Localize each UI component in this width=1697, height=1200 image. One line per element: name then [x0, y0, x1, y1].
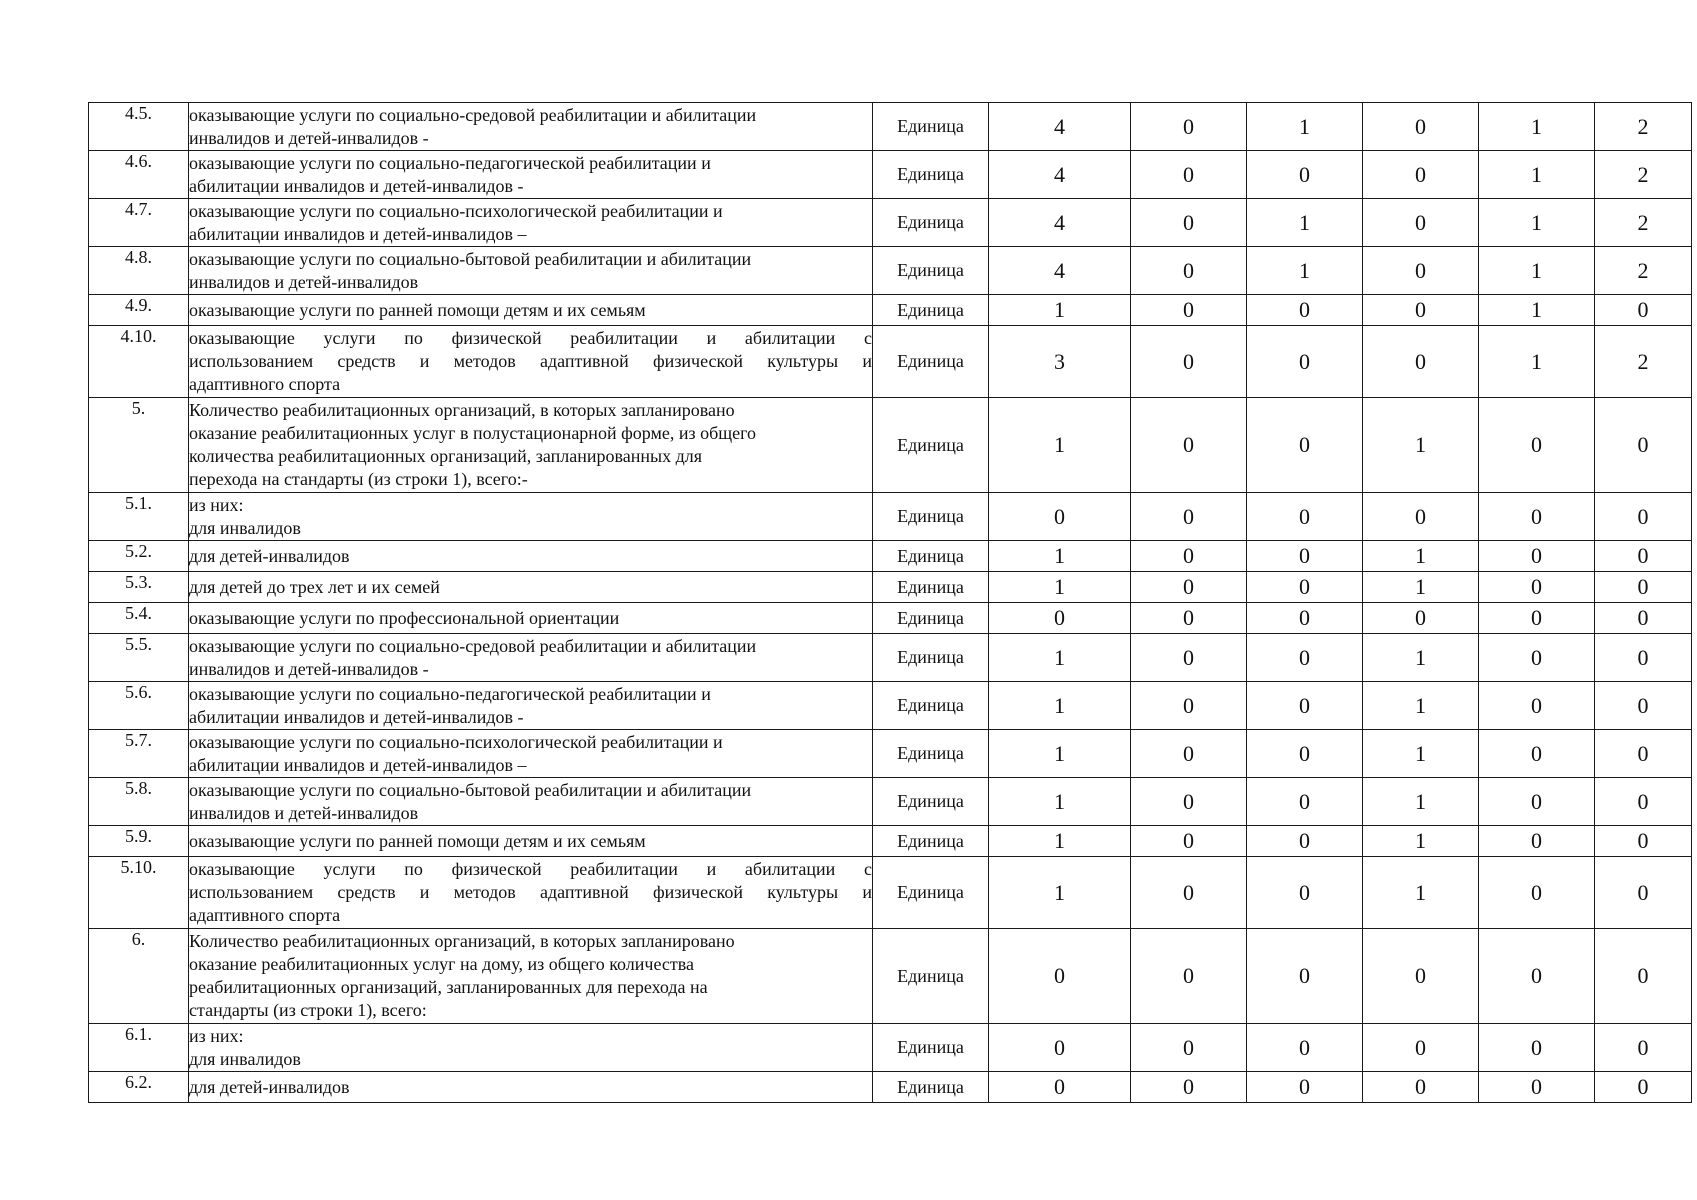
- table-row: [89, 857, 1692, 929]
- description-line: оказывающие услуги по социально-психологической реабилитации и: [189, 200, 723, 221]
- row-description: [189, 1024, 873, 1072]
- value-cell: 2: [1595, 326, 1692, 398]
- unit-cell: Единица: [873, 541, 989, 572]
- row-description: [189, 929, 873, 1024]
- value-cell: 0: [1363, 103, 1479, 151]
- value-cell: 0: [1131, 1024, 1247, 1072]
- row-number: 5.2.: [89, 541, 189, 572]
- description-line: для инвалидов: [189, 517, 301, 538]
- row-description: [189, 199, 873, 247]
- value-cell: 1: [989, 826, 1131, 857]
- value-cell: 0: [989, 603, 1131, 634]
- unit-cell: Единица: [873, 857, 989, 929]
- row-description: [189, 572, 873, 603]
- value-cell: 0: [1247, 730, 1363, 778]
- description-line: абилитации инвалидов и детей-инвалидов -: [189, 706, 524, 727]
- unit-cell: Единица: [873, 199, 989, 247]
- value-cell: 0: [1247, 398, 1363, 493]
- value-cell: 0: [1595, 634, 1692, 682]
- value-cell: 1: [1363, 541, 1479, 572]
- value-cell: 0: [1595, 778, 1692, 826]
- table-row: [89, 247, 1692, 295]
- value-cell: 0: [1131, 295, 1247, 326]
- value-cell: 2: [1595, 151, 1692, 199]
- value-cell: 0: [1595, 1072, 1692, 1103]
- description-line: перехода на стандарты (из строки 1), всего:-: [189, 469, 528, 489]
- value-cell: 1: [1363, 857, 1479, 929]
- value-cell: 1: [989, 778, 1131, 826]
- value-cell: 0: [1595, 295, 1692, 326]
- description-line: Количество реабилитационных организаций, в которых запланировано: [189, 931, 735, 951]
- value-cell: 0: [1247, 682, 1363, 730]
- unit-cell: Единица: [873, 295, 989, 326]
- value-cell: 0: [1247, 1024, 1363, 1072]
- row-number: 5.: [89, 398, 189, 493]
- description-line: оказывающие услуги по социально-средовой реабилитации и абилитации: [189, 635, 757, 656]
- value-cell: 1: [989, 398, 1131, 493]
- value-cell: 0: [1247, 151, 1363, 199]
- unit-cell: Единица: [873, 326, 989, 398]
- description-line: оказывающие услуги по социально-бытовой реабилитации и абилитации: [189, 779, 752, 800]
- description-line: Количество реабилитационных организаций, в которых запланировано: [189, 400, 735, 420]
- unit-cell: Единица: [873, 572, 989, 603]
- row-number: 6.2.: [89, 1072, 189, 1103]
- description-line: реабилитационных организаций, запланированных для перехода на: [189, 977, 708, 997]
- description-line: оказывающие услуги по социально-педагогической реабилитации и: [189, 683, 711, 704]
- value-cell: 0: [1247, 857, 1363, 929]
- value-cell: 0: [1131, 199, 1247, 247]
- unit-cell: Единица: [873, 929, 989, 1024]
- description-line: оказывающие услуги по ранней помощи детям и их семьям: [189, 830, 646, 851]
- value-cell: 0: [1479, 572, 1595, 603]
- value-cell: 0: [1131, 151, 1247, 199]
- row-description: [189, 730, 873, 778]
- table-row: [89, 541, 1692, 572]
- value-cell: 2: [1595, 247, 1692, 295]
- value-cell: 1: [1479, 247, 1595, 295]
- value-cell: 2: [1595, 199, 1692, 247]
- value-cell: 0: [1131, 247, 1247, 295]
- row-number: 4.10.: [89, 326, 189, 398]
- description-line: оказание реабилитационных услуг на дому, из общего количества: [189, 954, 694, 974]
- description-line: инвалидов и детей-инвалидов -: [189, 127, 429, 148]
- description-line: использованием средств и методов адаптивной физической культуры и: [189, 882, 872, 902]
- table-row: [89, 1072, 1692, 1103]
- description-line: инвалидов и детей-инвалидов: [189, 271, 419, 292]
- row-number: 5.7.: [89, 730, 189, 778]
- value-cell: 0: [1131, 103, 1247, 151]
- value-cell: 1: [989, 572, 1131, 603]
- value-cell: 0: [1363, 199, 1479, 247]
- value-cell: 0: [1247, 572, 1363, 603]
- unit-cell: Единица: [873, 1072, 989, 1103]
- value-cell: 0: [1595, 730, 1692, 778]
- value-cell: 4: [989, 103, 1131, 151]
- row-description: [189, 634, 873, 682]
- value-cell: 0: [1247, 541, 1363, 572]
- row-number: 6.: [89, 929, 189, 1024]
- row-number: 4.7.: [89, 199, 189, 247]
- value-cell: 0: [989, 929, 1131, 1024]
- value-cell: 0: [1247, 778, 1363, 826]
- unit-cell: Единица: [873, 778, 989, 826]
- table-row: [89, 398, 1692, 493]
- row-number: 5.6.: [89, 682, 189, 730]
- value-cell: 1: [1363, 572, 1479, 603]
- value-cell: 0: [1131, 603, 1247, 634]
- rehab-organizations-table: [88, 102, 1692, 1103]
- row-description: [189, 857, 873, 929]
- value-cell: 0: [1131, 1072, 1247, 1103]
- value-cell: 1: [1479, 151, 1595, 199]
- row-number: 5.1.: [89, 493, 189, 541]
- value-cell: 0: [989, 1024, 1131, 1072]
- description-line: стандарты (из строки 1), всего:: [189, 1000, 427, 1020]
- value-cell: 1: [989, 682, 1131, 730]
- table-row: [89, 151, 1692, 199]
- description-line: оказание реабилитационных услуг в полустационарной форме, из общего: [189, 423, 757, 443]
- value-cell: 0: [1479, 541, 1595, 572]
- table-body: [89, 103, 1692, 1103]
- value-cell: 0: [1363, 295, 1479, 326]
- unit-cell: Единица: [873, 398, 989, 493]
- value-cell: 0: [1131, 857, 1247, 929]
- row-number: 5.10.: [89, 857, 189, 929]
- value-cell: 1: [989, 857, 1131, 929]
- value-cell: 0: [1479, 826, 1595, 857]
- row-description: [189, 778, 873, 826]
- description-line: для детей до трех лет и их семей: [189, 576, 440, 597]
- value-cell: 0: [1595, 572, 1692, 603]
- value-cell: 0: [1363, 326, 1479, 398]
- value-cell: 1: [1363, 730, 1479, 778]
- row-description: [189, 295, 873, 326]
- description-line: инвалидов и детей-инвалидов: [189, 802, 419, 823]
- value-cell: 1: [989, 634, 1131, 682]
- value-cell: 0: [1595, 857, 1692, 929]
- value-cell: 0: [1247, 493, 1363, 541]
- row-number: 5.4.: [89, 603, 189, 634]
- description-line: оказывающие услуги по социально-психологической реабилитации и: [189, 731, 723, 752]
- row-description: [189, 326, 873, 398]
- row-description: [189, 1072, 873, 1103]
- unit-cell: Единица: [873, 103, 989, 151]
- value-cell: 0: [1479, 682, 1595, 730]
- row-number: 5.3.: [89, 572, 189, 603]
- value-cell: 0: [1131, 541, 1247, 572]
- table-row: [89, 634, 1692, 682]
- table-row: [89, 929, 1692, 1024]
- row-description: [189, 398, 873, 493]
- description-line: оказывающие услуги по ранней помощи детям и их семьям: [189, 299, 646, 320]
- description-line: абилитации инвалидов и детей-инвалидов –: [189, 754, 527, 775]
- description-line: оказывающие услуги по физической реабилитации и абилитации с: [189, 328, 872, 348]
- value-cell: 1: [989, 730, 1131, 778]
- description-line: адаптивного спорта: [189, 905, 341, 925]
- value-cell: 0: [1363, 493, 1479, 541]
- value-cell: 1: [1363, 826, 1479, 857]
- value-cell: 0: [1479, 603, 1595, 634]
- value-cell: 1: [1479, 103, 1595, 151]
- row-number: 4.9.: [89, 295, 189, 326]
- value-cell: 0: [1479, 634, 1595, 682]
- value-cell: 1: [1247, 199, 1363, 247]
- table-row: [89, 730, 1692, 778]
- description-line: оказывающие услуги по профессиональной ориентации: [189, 607, 620, 628]
- value-cell: 1: [1479, 199, 1595, 247]
- table-row: [89, 326, 1692, 398]
- value-cell: 0: [1479, 1024, 1595, 1072]
- value-cell: 0: [1131, 826, 1247, 857]
- value-cell: 0: [1479, 493, 1595, 541]
- row-description: [189, 103, 873, 151]
- table-row: [89, 1024, 1692, 1072]
- value-cell: 0: [1479, 857, 1595, 929]
- value-cell: 1: [1479, 326, 1595, 398]
- row-description: [189, 151, 873, 199]
- row-number: 4.6.: [89, 151, 189, 199]
- description-line: оказывающие услуги по социально-педагогической реабилитации и: [189, 152, 711, 173]
- unit-cell: Единица: [873, 682, 989, 730]
- value-cell: 1: [989, 541, 1131, 572]
- value-cell: 0: [1247, 929, 1363, 1024]
- row-description: [189, 826, 873, 857]
- value-cell: 0: [989, 1072, 1131, 1103]
- description-line: использованием средств и методов адаптивной физической культуры и: [189, 351, 872, 371]
- row-number: 5.9.: [89, 826, 189, 857]
- value-cell: 4: [989, 247, 1131, 295]
- table-row: [89, 603, 1692, 634]
- value-cell: 0: [1247, 1072, 1363, 1103]
- value-cell: 1: [1363, 398, 1479, 493]
- value-cell: 0: [1363, 603, 1479, 634]
- description-line: из них:: [189, 1025, 244, 1046]
- unit-cell: Единица: [873, 1024, 989, 1072]
- value-cell: 0: [1595, 398, 1692, 493]
- value-cell: 0: [1595, 493, 1692, 541]
- row-number: 5.8.: [89, 778, 189, 826]
- value-cell: 0: [1131, 398, 1247, 493]
- value-cell: 1: [1247, 247, 1363, 295]
- row-description: [189, 247, 873, 295]
- value-cell: 0: [1363, 1024, 1479, 1072]
- value-cell: 0: [1247, 603, 1363, 634]
- value-cell: 0: [1479, 929, 1595, 1024]
- description-line: абилитации инвалидов и детей-инвалидов –: [189, 223, 527, 244]
- value-cell: 4: [989, 199, 1131, 247]
- row-description: [189, 682, 873, 730]
- unit-cell: Единица: [873, 493, 989, 541]
- value-cell: 0: [1131, 682, 1247, 730]
- description-line: абилитации инвалидов и детей-инвалидов -: [189, 175, 524, 196]
- value-cell: 0: [1595, 541, 1692, 572]
- description-line: инвалидов и детей-инвалидов -: [189, 658, 429, 679]
- description-line: из них:: [189, 494, 244, 515]
- value-cell: 0: [1131, 326, 1247, 398]
- value-cell: 2: [1595, 103, 1692, 151]
- value-cell: 0: [989, 493, 1131, 541]
- value-cell: 0: [1363, 929, 1479, 1024]
- value-cell: 0: [1131, 634, 1247, 682]
- row-description: [189, 541, 873, 572]
- value-cell: 0: [1131, 493, 1247, 541]
- value-cell: 0: [1595, 1024, 1692, 1072]
- value-cell: 0: [1131, 778, 1247, 826]
- table-row: [89, 826, 1692, 857]
- value-cell: 0: [1247, 634, 1363, 682]
- description-line: адаптивного спорта: [189, 374, 341, 394]
- value-cell: 0: [1363, 151, 1479, 199]
- description-line: для детей-инвалидов: [189, 1076, 350, 1097]
- value-cell: 1: [1363, 634, 1479, 682]
- row-description: [189, 603, 873, 634]
- value-cell: 1: [1247, 103, 1363, 151]
- value-cell: 0: [1247, 326, 1363, 398]
- value-cell: 0: [1363, 1072, 1479, 1103]
- table-row: [89, 682, 1692, 730]
- value-cell: 0: [1131, 730, 1247, 778]
- value-cell: 0: [1363, 247, 1479, 295]
- value-cell: 1: [1363, 778, 1479, 826]
- row-number: 5.5.: [89, 634, 189, 682]
- value-cell: 4: [989, 151, 1131, 199]
- description-line: оказывающие услуги по социально-бытовой реабилитации и абилитации: [189, 248, 752, 269]
- row-description: [189, 493, 873, 541]
- description-line: для инвалидов: [189, 1048, 301, 1069]
- table-row: [89, 295, 1692, 326]
- row-number: 4.5.: [89, 103, 189, 151]
- value-cell: 0: [1131, 929, 1247, 1024]
- value-cell: 0: [1247, 826, 1363, 857]
- value-cell: 0: [1595, 929, 1692, 1024]
- unit-cell: Единица: [873, 247, 989, 295]
- value-cell: 0: [1595, 826, 1692, 857]
- value-cell: 0: [1479, 1072, 1595, 1103]
- unit-cell: Единица: [873, 634, 989, 682]
- table-row: [89, 103, 1692, 151]
- value-cell: 1: [1363, 682, 1479, 730]
- value-cell: 1: [1479, 295, 1595, 326]
- unit-cell: Единица: [873, 151, 989, 199]
- table-row: [89, 493, 1692, 541]
- unit-cell: Единица: [873, 603, 989, 634]
- value-cell: 1: [989, 295, 1131, 326]
- value-cell: 3: [989, 326, 1131, 398]
- description-line: для детей-инвалидов: [189, 545, 350, 566]
- row-number: 4.8.: [89, 247, 189, 295]
- value-cell: 0: [1595, 603, 1692, 634]
- row-number: 6.1.: [89, 1024, 189, 1072]
- table-row: [89, 199, 1692, 247]
- value-cell: 0: [1247, 295, 1363, 326]
- description-line: оказывающие услуги по физической реабилитации и абилитации с: [189, 859, 872, 879]
- value-cell: 0: [1479, 730, 1595, 778]
- description-line: оказывающие услуги по социально-средовой реабилитации и абилитации: [189, 104, 757, 125]
- value-cell: 0: [1479, 398, 1595, 493]
- value-cell: 0: [1479, 778, 1595, 826]
- unit-cell: Единица: [873, 826, 989, 857]
- description-line: количества реабилитационных организаций, запланированных для: [189, 446, 703, 466]
- value-cell: 0: [1131, 572, 1247, 603]
- table-row: [89, 778, 1692, 826]
- table-row: [89, 572, 1692, 603]
- unit-cell: Единица: [873, 730, 989, 778]
- value-cell: 0: [1595, 682, 1692, 730]
